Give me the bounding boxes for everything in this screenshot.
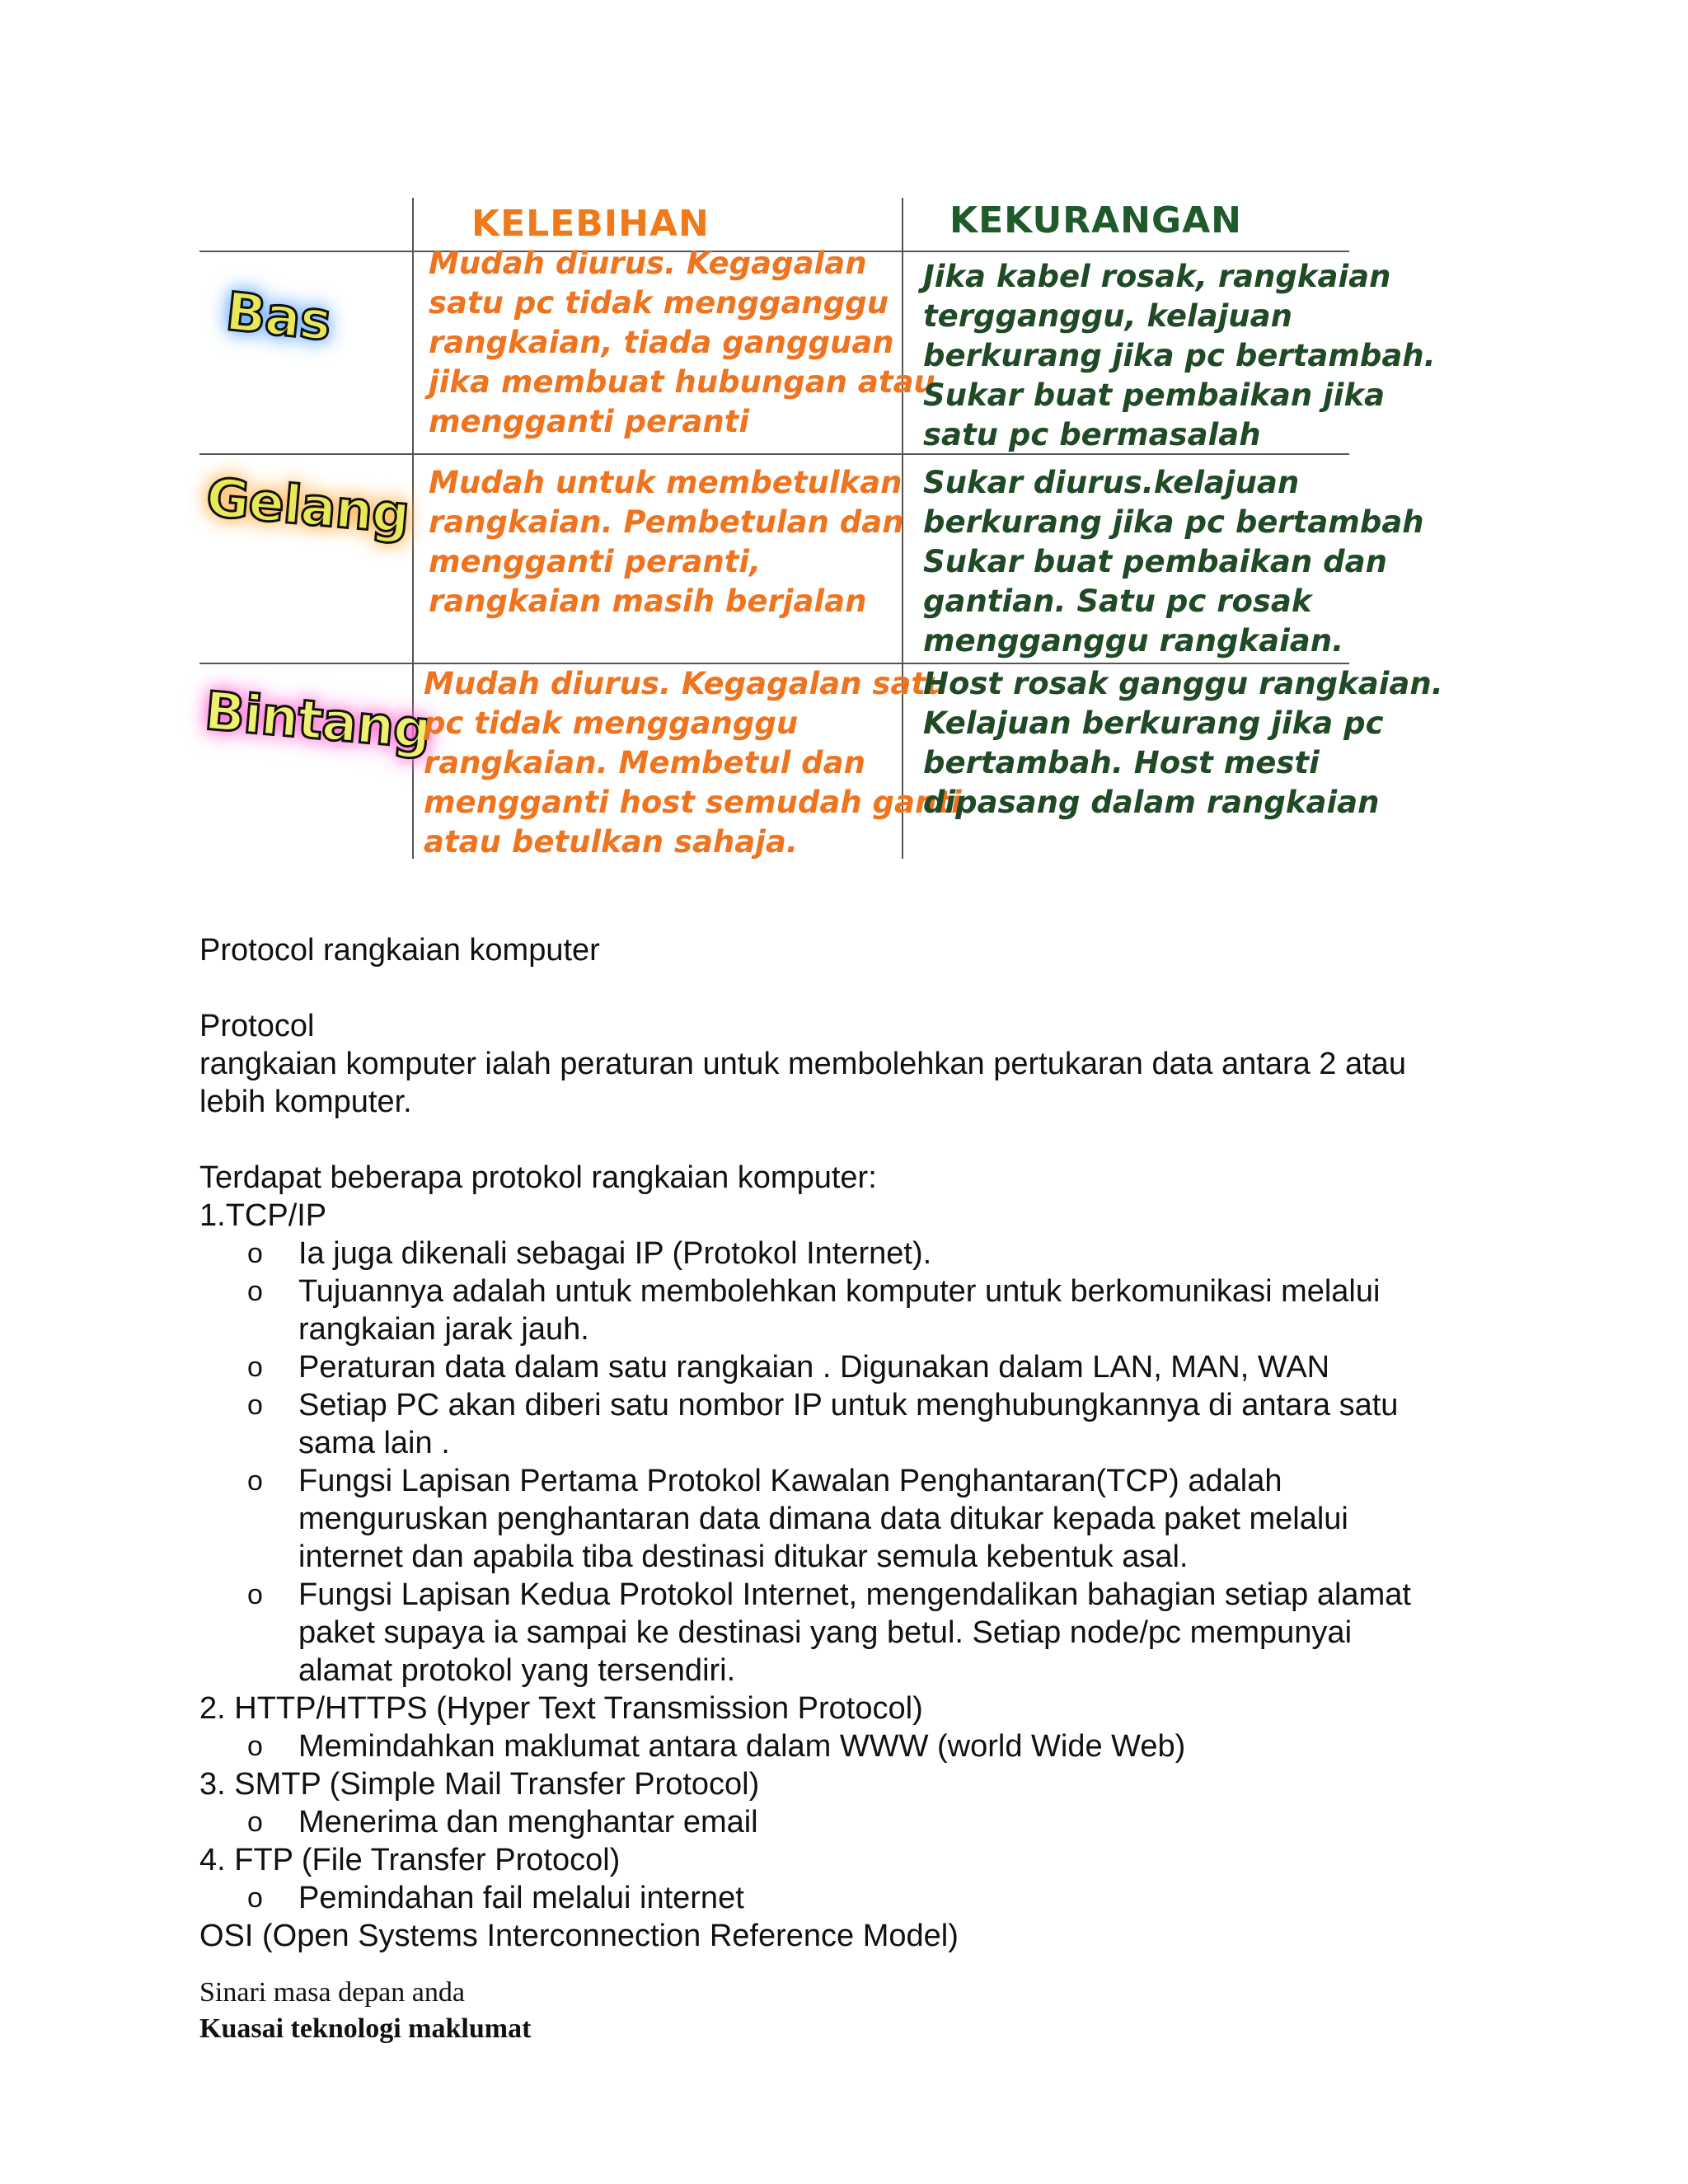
row-label-gelang: Gelang (204, 467, 412, 546)
footer-motto: Kuasai teknologi maklumat (199, 2013, 532, 2044)
cell-line: Host rosak ganggu rangkaian. (923, 666, 1443, 701)
cell-line: atau betulkan sahaja. (424, 824, 798, 860)
osi-title: OSI (Open Systems Interconnection Reference Model) (199, 1919, 959, 1953)
bintang-kelebihan-cell (424, 664, 962, 862)
intro-text: Terdapat beberapa protokol rangkaian komputer: (199, 1160, 877, 1195)
definition-term: Protocol (199, 1009, 315, 1043)
bullet-marker: o (247, 1882, 263, 1914)
list-item (199, 1348, 1502, 1386)
document-body (199, 931, 1502, 1955)
list-item-text: alamat protokol yang tersendiri. (298, 1653, 736, 1688)
cell-line: jika membuat hubungan atau (429, 364, 935, 400)
cell-line: berkurang jika pc bertambah (923, 504, 1424, 540)
list-item-text: Menerima dan menghantar email (298, 1805, 758, 1840)
cell-line: Sukar diurus.kelajuan (923, 465, 1300, 500)
cell-line: Jika kabel rosak, rangkaian (923, 259, 1391, 294)
list-item (199, 1727, 1502, 1765)
list-item-text: Ia juga dikenali sebagai IP (Protokol Internet). (298, 1236, 932, 1271)
cell-line: bertambah. Host mesti (923, 745, 1320, 780)
definition-text: lebih komputer. (199, 1085, 412, 1119)
list-item-text: paket supaya ia sampai ke destinasi yang betul. Setiap node/pc mempunyai (298, 1615, 1353, 1650)
bullet-marker: o (247, 1352, 263, 1383)
cell-line: Mudah untuk membetulkan (429, 465, 903, 500)
cell-line: Mudah diurus. Kegagalan (429, 246, 867, 281)
list-item (199, 1879, 1502, 1917)
cell-line: satu pc bermasalah (923, 417, 1261, 452)
list-item (199, 1235, 1502, 1272)
bullet-marker: o (247, 1390, 263, 1421)
protocol-title-tcpip: 1.TCP/IP (199, 1198, 327, 1233)
cell-line: rangkaian, tiada gangguan (429, 325, 894, 360)
cell-line: mengganti peranti (429, 404, 750, 439)
bullet-marker: o (247, 1465, 263, 1497)
list-item-text: Setiap PC akan diberi satu nombor IP untuk menghubungkannya di antara satu (298, 1388, 1399, 1422)
list-item (199, 1462, 1502, 1576)
cell-line: Sukar buat pembaikan dan (923, 544, 1387, 579)
bullet-marker: o (247, 1731, 263, 1762)
cell-line: gantian. Satu pc rosak (923, 583, 1312, 619)
bullet-marker: o (247, 1807, 263, 1838)
bas-kelebihan-cell (429, 244, 935, 442)
cell-line: mengganti host semudah ganti (424, 785, 962, 820)
cell-line: rangkaian masih berjalan (429, 583, 867, 619)
page-footer (199, 1975, 531, 2047)
list-item-text: Fungsi Lapisan Kedua Protokol Internet, mengendalikan bahagian setiap alamat (298, 1577, 1411, 1612)
row-label-bintang: Bintang (202, 681, 434, 762)
topology-comparison-table (199, 196, 1443, 860)
list-item-text: rangkaian jarak jauh. (298, 1312, 589, 1347)
cell-line: rangkaian. Pembetulan dan (429, 504, 904, 540)
bas-kekurangan-cell (923, 257, 1436, 455)
cell-line: Mudah diurus. Kegagalan satu (424, 666, 948, 701)
header-kelebihan: KELEBIHAN (471, 203, 710, 245)
list-item-text: Memindahkan maklumat antara dalam WWW (world Wide Web) (298, 1729, 1186, 1764)
row-label-bas: Bas (223, 281, 334, 354)
bullet-marker: o (247, 1238, 263, 1269)
gelang-kekurangan-cell (923, 463, 1424, 661)
list-item (199, 1272, 1502, 1348)
cell-line: tergganggu, kelajuan (923, 298, 1292, 334)
definition-text: rangkaian komputer ialah peraturan untuk membolehkan pertukaran data antara 2 atau (199, 1047, 1406, 1081)
cell-line: rangkaian. Membetul dan (424, 745, 865, 780)
cell-line: satu pc tidak mengganggu (429, 285, 889, 321)
cell-line: Sukar buat pembaikan jika (923, 377, 1386, 413)
list-item (199, 1576, 1502, 1690)
bullet-marker: o (247, 1579, 263, 1610)
cell-line: mengganti peranti, (429, 544, 762, 579)
list-item-text: sama lain . (298, 1426, 450, 1460)
cell-line: berkurang jika pc bertambah. (923, 338, 1436, 373)
list-item (199, 1386, 1502, 1462)
list-item (199, 1803, 1502, 1841)
list-item-text: Fungsi Lapisan Pertama Protokol Kawalan Penghantaran(TCP) adalah (298, 1464, 1282, 1498)
footer-tagline: Sinari masa depan anda (199, 1977, 465, 2008)
section-heading: Protocol rangkaian komputer (199, 933, 600, 968)
cell-line: dipasang dalam rangkaian (923, 785, 1380, 820)
cell-line: pc tidak mengganggu (424, 705, 799, 741)
list-item-text: Tujuannya adalah untuk membolehkan komputer untuk berkomunikasi melalui (298, 1274, 1381, 1309)
bintang-kekurangan-cell (923, 664, 1443, 823)
list-item-text: Pemindahan fail melalui internet (298, 1881, 744, 1915)
list-item-text: menguruskan penghantaran data dimana data ditukar kepada paket melalui (298, 1502, 1348, 1536)
list-item-text: Peraturan data dalam satu rangkaian . Digunakan dalam LAN, MAN, WAN (298, 1350, 1330, 1385)
header-kekurangan: KEKURANGAN (950, 199, 1242, 241)
list-item-text: internet dan apabila tiba destinasi ditukar semula kebentuk asal. (298, 1540, 1189, 1574)
cell-line: Kelajuan berkurang jika pc (923, 705, 1384, 741)
gelang-kelebihan-cell (429, 463, 904, 621)
protocol-title-smtp: 3. SMTP (Simple Mail Transfer Protocol) (199, 1767, 760, 1802)
bullet-marker: o (247, 1276, 263, 1307)
cell-line: mengganggu rangkaian. (923, 623, 1344, 658)
protocol-title-http: 2. HTTP/HTTPS (Hyper Text Transmission Protocol) (199, 1691, 923, 1726)
protocol-title-ftp: 4. FTP (File Transfer Protocol) (199, 1843, 621, 1877)
